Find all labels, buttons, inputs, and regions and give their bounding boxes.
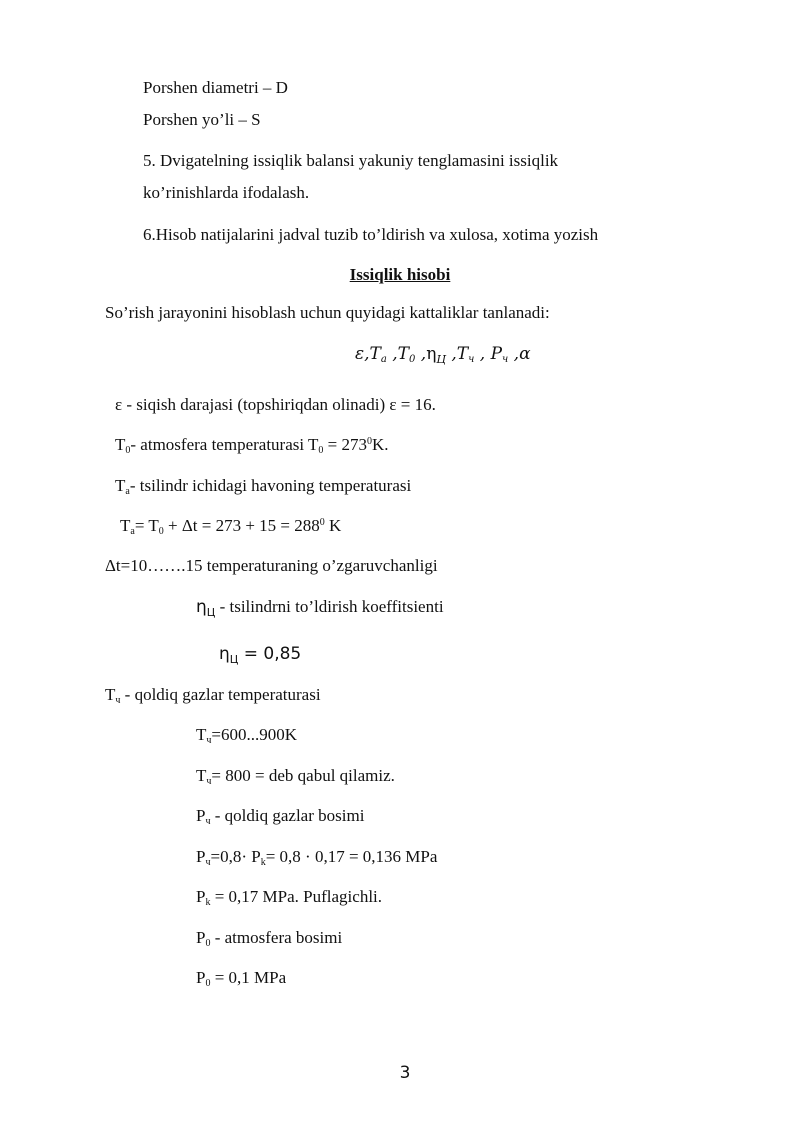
text-line-item-6: 6.Hisob natijalarini jadval tuzib to’ldirish va xulosa, xotima yozish: [143, 225, 599, 244]
section-heading: Issiqlik hisobi: [349, 265, 451, 284]
page-number: 3: [399, 1063, 411, 1083]
tch-description: - qoldiq gazlar temperaturasi: [120, 685, 321, 704]
pk-value: = 0,17 MPa. Puflagichli.: [210, 887, 383, 906]
text-line-p0-value: $P_0 = 0,1$ MPa: [196, 968, 287, 989]
text-line-epsilon: ε - siqish darajasi (topshiriqdan olinadi) ε = 16.: [115, 395, 436, 414]
text-line-pch: $P_ч$ - qoldiq gazlar bosimi: [196, 806, 365, 827]
variables-formula: $\varepsilon,T_a$ $,T_0$ $,\eta_Ц$ $,T_ч$ , $P_ч$ ,α: [355, 344, 531, 366]
text-line-delta-t: Δt=10…….15 temperaturaning o’zgaruvchanligi: [105, 556, 438, 575]
p0-description: - atmosfera bosimi: [210, 928, 343, 947]
text-line-item-5-cont: ko’rinishlarda ifodalash.: [143, 183, 310, 202]
p0-value: = 0,1 MPa: [210, 968, 287, 987]
tch-accepted: = 800 = deb qabul qilamiz.: [211, 766, 395, 785]
text-line-eta: $\eta_Ц$ - tsilindrni to’ldirish koeffitsienti: [196, 597, 444, 619]
text-line-tch: $T_ч$ - qoldiq gazlar temperaturasi: [105, 685, 321, 706]
text-line-p0: $P_0$ - atmosfera bosimi: [196, 928, 343, 949]
eta-description: - tsilindrni to’ldirish koeffitsienti: [215, 597, 444, 616]
text-line-ta: $T_a-$ tsilindr ichidagi havoning temperaturasi: [115, 476, 412, 497]
text-line-pk: $P_k = 0,17$ MPa. Puflagichli.: [196, 887, 383, 908]
text-line-tch-range: $T_ч=600...900K$: [196, 725, 298, 746]
text-line-piston-stroke: Porshen yo’li – S: [143, 110, 261, 129]
text-line-item-5: 5. Dvigatelning issiqlik balansi yakuniy tenglamasini issiqlik: [143, 151, 559, 170]
eta-value: = 0,85: [238, 644, 302, 664]
text-line-ta-formula: $T_a= T_0 + \Delta t = 273 + 15 = 288^0$ K: [120, 516, 342, 537]
text-line-intro: So’rish jarayonini hisoblash uchun quyidagi kattaliklar tanlanadi:: [105, 303, 550, 322]
tch-range: =600...900K: [211, 725, 298, 744]
text-line-piston-diameter: Porshen diametri – D: [143, 78, 288, 97]
text-line-tch-accepted: $T_ч= 800$ = deb qabul qilamiz.: [196, 766, 395, 787]
text-line-eta-value: $\eta_Ц = 0,85$: [219, 644, 302, 666]
text-line-pch-formula: $P_ч=0,8\cdot P_k= 0,8 \cdot 0,17 = 0,136$ MPa: [196, 847, 438, 868]
text-line-t0: $T_0-$ atmosfera temperaturasi $T_0 = 273^0K$.: [115, 435, 389, 456]
pch-description: - qoldiq gazlar bosimi: [210, 806, 365, 825]
